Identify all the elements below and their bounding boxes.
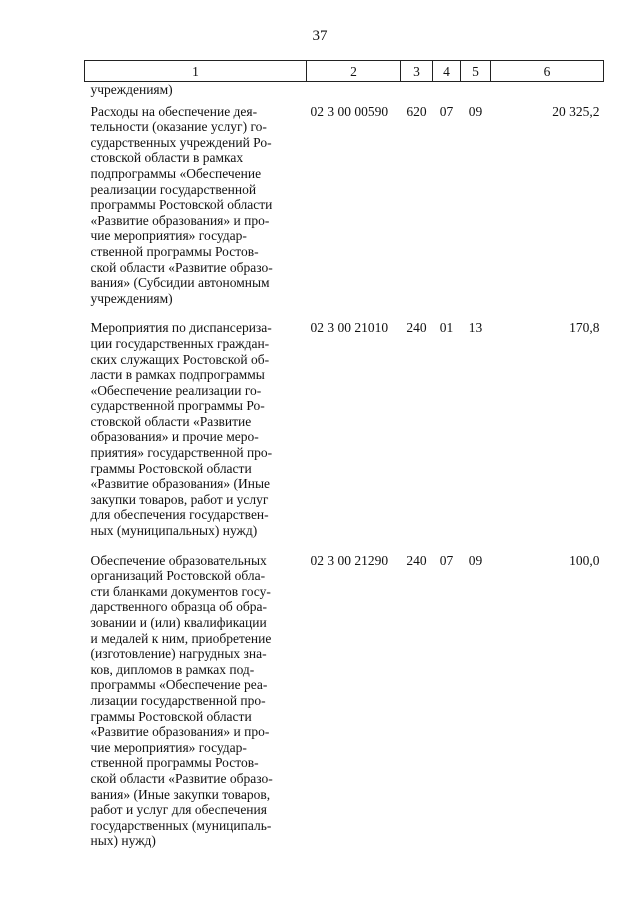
description-line: образования» и прочие меро- [90,429,259,445]
description-line: ской области «Развитие образо- [90,259,273,275]
description-line: стовской области в рамках [90,150,244,166]
budget-table [84,60,604,861]
description-line: программы «Обеспечение реа- [90,677,268,693]
header-col-2: 2 [307,61,401,82]
description-line: «Обеспечение реализации го- [90,382,262,398]
row-col-4: 01 [439,320,454,336]
continuation-text: учреждениям) [90,82,173,97]
row-col-4: 07 [439,552,454,568]
row-amount: 100,0 [569,552,600,568]
description-line: работ и услуг для обеспечения [90,802,267,818]
description-line: ласти в рамках подпрограммы [90,367,265,383]
description-line: приятия» государственной про- [90,445,273,461]
row-description [85,102,307,319]
row-col-3: 240 [406,320,427,336]
row-code: 02 3 00 00590 [310,103,389,119]
row-col-3: 620 [406,103,427,119]
row-col-3: 240 [406,552,427,568]
description-line: ков, дипломов в рамках под- [90,661,255,677]
description-line: ской области «Развитие образо- [90,770,273,786]
row-amount: 20 325,2 [552,103,600,119]
row-description [85,318,307,550]
description-line: чие мероприятия» государ- [90,228,247,244]
description-line: ции государственных граждан- [90,335,270,351]
description-line: стовской области «Развитие [90,413,252,429]
description-line: учреждениям) [90,290,173,306]
description-line: Расходы на обеспечение дея- [90,103,258,119]
description-line: сударственной программы Ро- [90,398,265,414]
description-line: подпрограммы «Обеспечение [90,165,262,181]
description-line: организаций Ростовской обла- [90,568,266,584]
table-row [85,102,604,319]
description-line: (изготовление) нагрудных зна- [90,646,267,662]
description-line: чие мероприятия» государ- [90,739,247,755]
table-row [85,318,604,550]
description-line: для обеспечения государствен- [90,507,269,523]
description-line: вания» (Субсидии автономным [90,275,270,291]
description-line: реализации государственной [90,181,257,197]
table-row-continuation [85,82,604,102]
row-col-5: 09 [468,103,483,119]
description-line: государственных (муниципаль- [90,817,272,833]
description-line: ских служащих Ростовской об- [90,351,270,367]
row-code: 02 3 00 21010 [310,320,389,336]
header-col-6: 6 [491,61,604,82]
page-number: 37 [312,28,328,44]
row-col-5: 09 [468,552,483,568]
description-line: Мероприятия по диспансеризa- [90,320,272,336]
description-line: программы Ростовской области [90,197,273,213]
table-body [85,82,604,861]
description-line: ственной программы Ростов- [90,243,259,259]
description-line: ственной программы Ростов- [90,755,259,771]
header-col-5: 5 [461,61,491,82]
description-line: тельности (оказание услуг) го- [90,119,267,135]
row-amount: 170,8 [569,320,600,336]
table-header [85,61,604,82]
description-line: закупки товаров, работ и услуг [90,491,269,507]
description-line: «Развитие образования» и про- [90,724,270,740]
description-line: ных (муниципальных) нужд) [90,523,258,539]
description-line: лизации государственной про- [90,692,266,708]
description-line: сударственных учреждений Ро- [90,134,272,150]
description-line: граммы Ростовской области [90,708,252,724]
row-code: 02 3 00 21290 [310,552,389,568]
header-col-3: 3 [401,61,433,82]
table-row [85,551,604,861]
description-line: «Развитие образования» и про- [90,212,270,228]
description-line: вания» (Иные закупки товаров, [90,786,271,802]
description-line: Обеспечение образовательных [90,552,267,568]
description-line: дарственного образца об обра- [90,599,267,615]
row-description [85,551,307,861]
description-line: ных) нужд) [90,833,156,849]
header-col-4: 4 [433,61,461,82]
description-line: зовании и (или) квалификации [90,615,267,630]
row-col-4: 07 [439,103,454,119]
description-line: граммы Ростовской области [90,460,252,476]
row-col-5: 13 [468,320,483,336]
description-line: и медалей к ним, приобретение [90,630,272,646]
header-col-1: 1 [85,61,307,82]
description-line: «Развитие образования» (Иные [90,476,271,492]
description-line: сти бланками документов госу- [90,583,271,599]
